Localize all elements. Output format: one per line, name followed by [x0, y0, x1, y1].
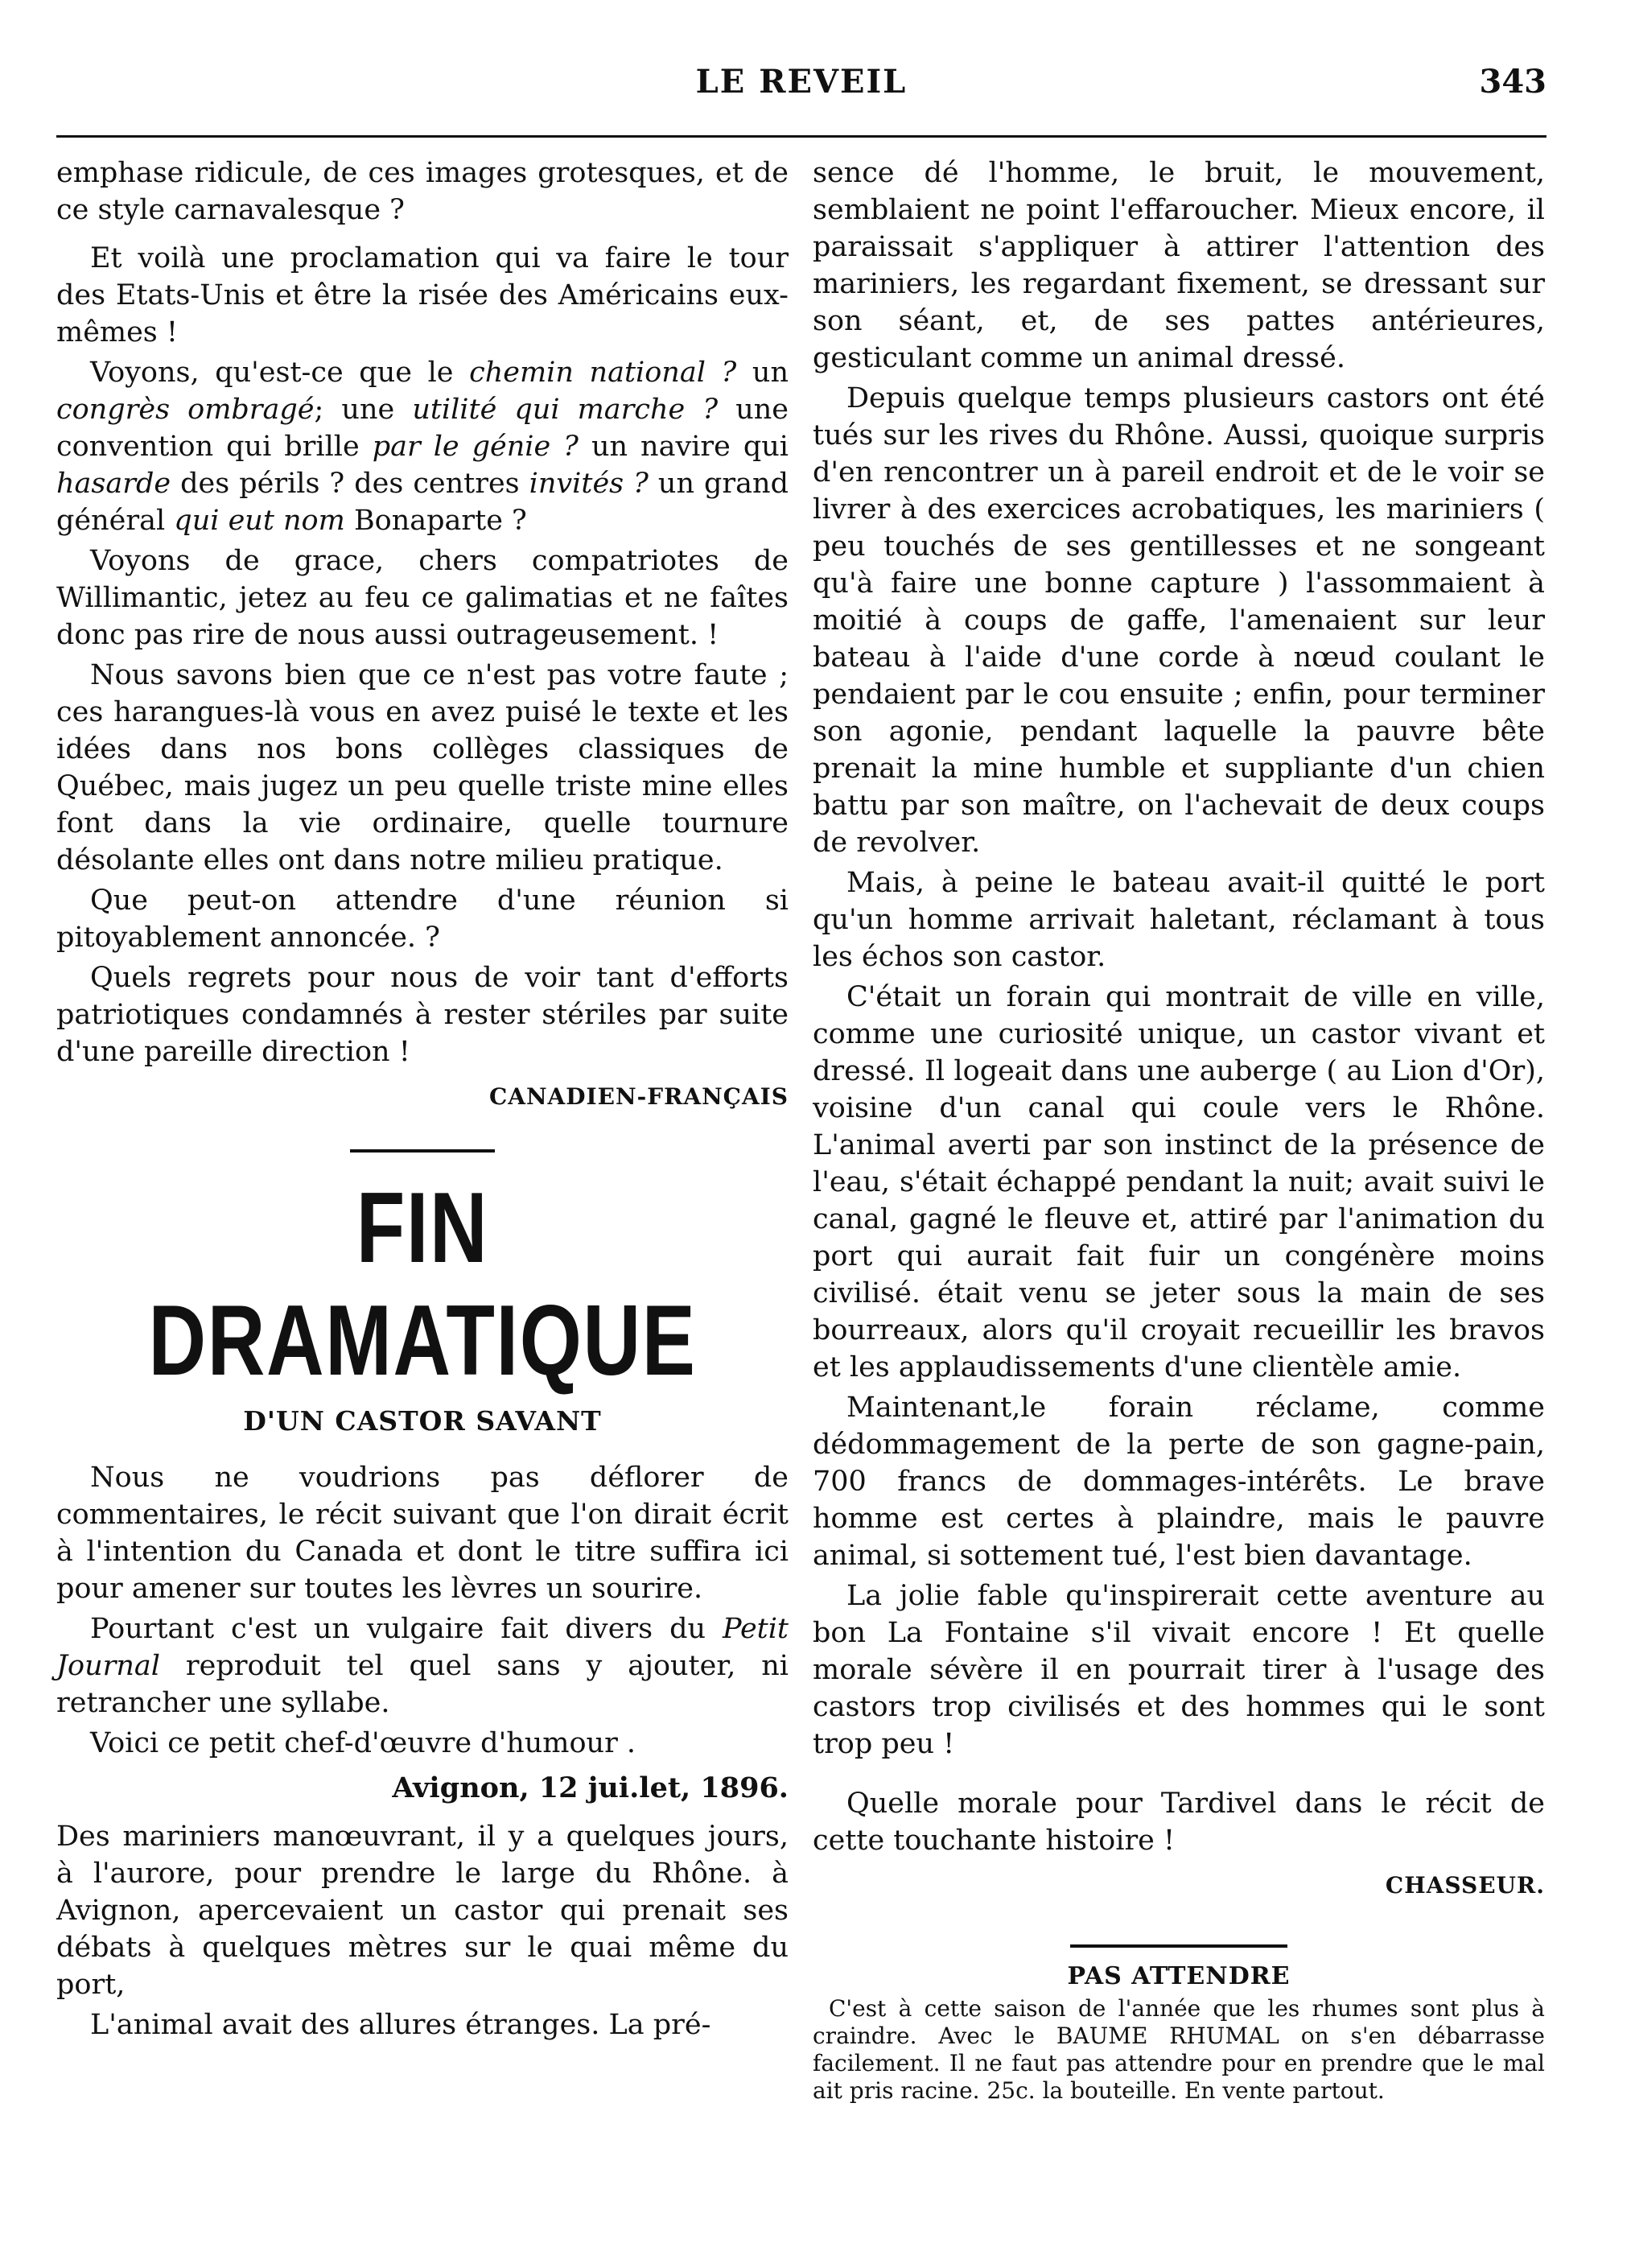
page-header [56, 63, 1546, 119]
paragraph: emphase ridicule, de ces images grotesques, et de ce style carnavalesque ? [56, 157, 789, 226]
newspaper-title: LE REVEIL [695, 63, 908, 101]
section-separator [1070, 1944, 1287, 1948]
italic-run: Petit Journal [56, 1613, 789, 1682]
text-run: ; une [314, 394, 413, 426]
paragraph: Des mariniers manœuvrant, il y a quelques jours, à l'aurore, pour prendre le large du Rhône. à Avignon, apercevaient un castor qui prenait ses débats à quelques mètres sur le quai même du port, [56, 1821, 789, 2001]
paragraph: Nous ne voudrions pas déflorer de commentaires, le récit suivant que l'on dirait écrit à l'intention du Canada et dont le titre suffira ici pour amener sur toutes les lèvres un sourire. [56, 1462, 789, 1605]
paragraph: Nous savons bien que ce n'est pas votre faute ; ces harangues-là vous en avez puisé le texte et les idées dans nos bons collèges classiques de Québec, mais jugez un peu quelle triste mine elles font dans la vie ordinaire, quelle tournure désolante elles ont dans notre milieu pratique. [56, 659, 789, 876]
dateline: Avignon, 12 jui.let, 1896. [392, 1771, 789, 1804]
signature: CHASSEUR. [1385, 1872, 1545, 1899]
header-rule [56, 135, 1546, 138]
text-run: un [736, 357, 789, 389]
paragraph: Voyons de grace, chers compatriotes de Willimantic, jetez au feu ce galimatias et ne faîtes donc pas rire de nous aussi outrageusement. ! [56, 545, 789, 651]
paragraph: Maintenant,le forain réclame, comme dédommagement de la perte de son gagne-pain, 700 francs de dommages-intérêts. Le brave homme est certes à plaindre, mais le pauvre animal, si sottement tué, l'est bien davantage. [813, 1392, 1545, 1572]
text-run: reproduit tel quel sans y ajouter, ni retrancher une syllabe. [56, 1650, 789, 1719]
paragraph: Quelle morale pour Tardivel dans le récit de cette touchante histoire ! [813, 1788, 1545, 1857]
paragraph: Mais, à peine le bateau avait-il quitté le port qu'un homme arrivait haletant, réclamant à tous les échos son castor. [813, 867, 1545, 973]
italic-run: par le génie ? [372, 431, 579, 463]
italic-run: hasarde [56, 468, 171, 500]
advertisement-text: C'est à cette saison de l'année que les rhumes sont plus à craindre. Avec le BAUME RHUMAL on s'en débarrasse facilement. Il ne faut pas attendre pour en prendre que le mal ait pris racine. 25c. la bouteille. En vente partout. [813, 1995, 1545, 2104]
text-run: Voyons, qu'est-ce que le [90, 357, 470, 389]
page-number: 343 [1479, 63, 1546, 101]
paragraph [56, 354, 789, 539]
paragraph: Depuis quelque temps plusieurs castors ont été tués sur les rives du Rhône. Aussi, quoique surpris d'en rencontrer un à pareil endroit et de le voir se livrer à des exercices acrobatiques, les mariniers ( peu touchés de ses gentillesses et ne songeant qu'à faire une bonne capture ) l'assommaient à moitié à coups de gaffe, l'amenaient sur leur bateau à l'aide d'une corde à nœud coulant le pendaient par le cou ensuite ; enfin, pour terminer son agonie, pendant laquelle la pauvre bête prenait la mine humble et suppliante d'un chien battu par son maître, on l'achevait de deux coups de revolver. [813, 382, 1545, 859]
italic-run: utilité qui marche ? [412, 394, 719, 426]
paragraph: C'était un forain qui montrait de ville en ville, comme une curiosité unique, un castor vivant et dressé. Il logeait dans une auberge ( au Lion d'Or), voisine d'un canal qui coule vers le Rhône. L'animal averti par son instinct de la présence de l'eau, s'était échappé pendant la nuit; avait suivi le canal, gagné le fleuve et, attiré par l'animation du port qui aurait fait fuir un congénère moins civilisé. était venu se jeter sous la main de ses bourreaux, alors qu'il croyait recueillir les bravos et les applaudissements d'une clientèle amie. [813, 981, 1545, 1383]
text-run: une convention qui brille [56, 394, 789, 463]
text-run: Bonaparte ? [344, 505, 527, 537]
italic-run: chemin national ? [469, 357, 737, 389]
italic-run: invités ? [529, 468, 649, 500]
text-run: un navire qui [578, 431, 789, 463]
paragraph: L'animal avait des allures étranges. La pré- [90, 2009, 711, 2041]
text-run: un grand général [56, 468, 789, 537]
text-run: Pourtant c'est un vulgaire fait divers du [90, 1613, 723, 1645]
paragraph: sence dé l'homme, le bruit, le mouvement, semblaient ne point l'effaroucher. Mieux encore, il paraissait s'appliquer à attirer l'attention des mariniers, les regardant fixement, se dressant sur son séant, et, de ses pattes antérieures, gesticulant comme un animal dressé. [813, 157, 1545, 374]
right-column [813, 153, 1545, 2105]
paragraph: Que peut-on attendre d'une réunion si pitoyablement annoncée. ? [56, 885, 789, 954]
paragraph: La jolie fable qu'inspirerait cette aventure au bon La Fontaine s'il vivait encore ! Et quelle morale sévère il en pourrait tirer à l'usage des castors trop civilisés et des hommes qui le sont trop peu ! [813, 1580, 1545, 1760]
italic-run: congrès ombragé [56, 394, 315, 426]
italic-run: qui eut nom [174, 505, 345, 537]
paragraph: Voici ce petit chef-d'œuvre d'humour . [90, 1727, 636, 1759]
paragraph: Quels regrets pour nous de voir tant d'efforts patriotiques condamnés à rester stériles par suite d'une pareille direction ! [56, 962, 789, 1068]
left-column [56, 153, 789, 2047]
text-run: des périls ? des centres [171, 468, 529, 500]
paragraph [56, 1610, 789, 1722]
article-headline: FIN DRAMATIQUE [148, 1173, 697, 1396]
section-separator [350, 1149, 495, 1153]
paragraph: Et voilà une proclamation qui va faire le tour des Etats-Unis et être la risée des Américains eux-mêmes ! [56, 242, 789, 348]
advertisement-title: PAS ATTENDRE [1067, 1962, 1291, 1990]
signature: CANADIEN-FRANÇAIS [488, 1083, 789, 1110]
article-subheading: D'UN CASTOR SAVANT [243, 1405, 602, 1437]
